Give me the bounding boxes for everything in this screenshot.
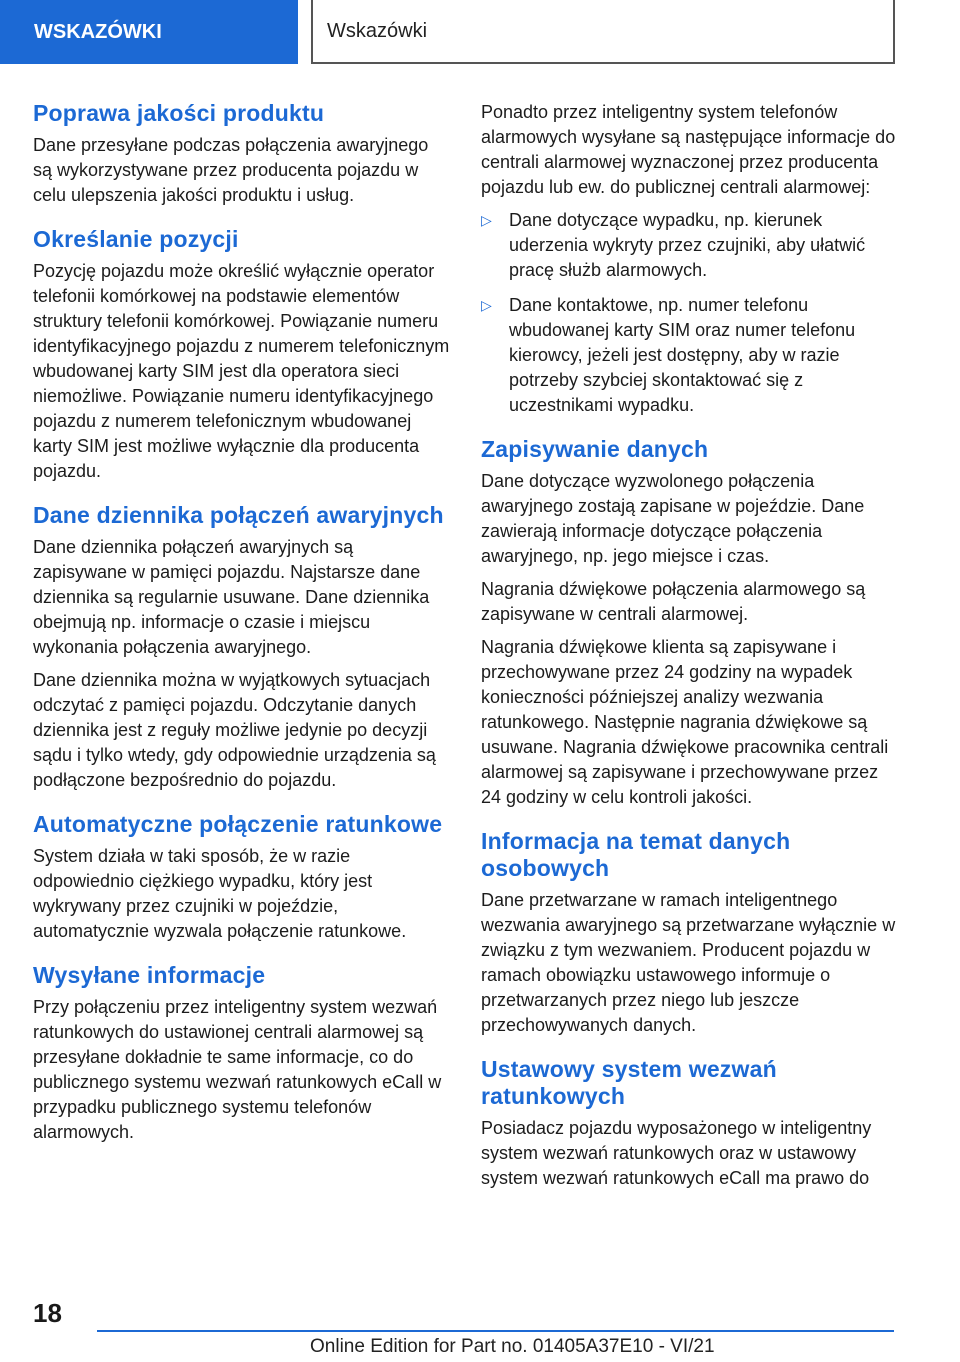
right-column	[481, 100, 897, 1209]
list-item	[481, 208, 897, 283]
section-heading: Automatyczne połączenie ratunkowe	[33, 811, 443, 837]
paragraph: Pozycję pojazdu może określić wyłącznie operator telefonii komórkowej na podstawie elementów struktury telefonii komórkowej. Powiązanie numeru identyfikacyjnego pojazdu z numerem telefonicznym wbudowanej karty SIM jest dla operatora sieci niemożliwe. Powiązanie numeru identyfikacyjnego pojazdu z numerem telefonicznym wbudowanej karty SIM jest możliwe wyłącznie dla producenta pojazdu.	[33, 261, 450, 481]
paragraph: Posiadacz pojazdu wyposażonego w inteligentny system wezwań ratunkowych oraz w ustawowy system wezwań ratunkowych eCall ma prawo do	[481, 1118, 872, 1188]
section-heading: Zapisywanie danych	[481, 436, 709, 462]
section-heading: Określanie pozycji	[33, 226, 239, 252]
footer-divider	[97, 1330, 894, 1332]
bullet-list	[481, 208, 897, 418]
section-tab-label: WSKAZÓWKI	[34, 20, 162, 43]
list-item	[481, 293, 897, 418]
section-heading: Wysyłane informacje	[33, 962, 266, 988]
page-number: 18	[33, 1298, 62, 1328]
section-positioning	[33, 226, 451, 484]
section-additional-info	[481, 100, 897, 418]
section-data-storage	[481, 436, 897, 810]
section-heading: Poprawa jakości produktu	[33, 100, 325, 126]
triangle-bullet-icon: ▷	[481, 297, 492, 313]
section-statutory-emergency	[481, 1056, 897, 1191]
section-sent-information	[33, 962, 451, 1145]
paragraph: Nagrania dźwiękowe klienta są zapisywane i przechowywane przez 24 godziny na wypadek konieczności późniejszej analizy wezwania ratunkowego. Następnie nagrania dźwiękowe są usuwane. Nagrania dźwiękowe pracownika centrali alarmowej są zapisywane i przechowywane przez 24 godziny w celu kontroli jakości.	[481, 637, 889, 807]
paragraph: Przy połączeniu przez inteligentny system wezwań ratunkowych do ustawionej centrali alarmowej są przesyłane dokładnie te same informacje, co do publicznego systemu wezwań ratunkowych eCall w przypadku publicznego systemu telefonów alarmowych.	[33, 997, 442, 1142]
paragraph: Dane dziennika można w wyjątkowych sytuacjach odczytać z pamięci pojazdu. Odczytanie danych dziennika jest z reguły możliwe jedynie po decyzji sądu i tylko wtedy, gdy odpowiednie urządzenia są podłączone bezpośrednio do pojazdu.	[33, 670, 436, 790]
paragraph: Nagrania dźwiękowe połączenia alarmowego są zapisywane w centrali alarmowej.	[481, 579, 866, 624]
page-title: Wskazówki	[327, 19, 428, 42]
left-column	[33, 100, 451, 1163]
paragraph: Dane dziennika połączeń awaryjnych są zapisywane w pamięci pojazdu. Najstarsze dane dziennika są regularnie usuwane. Dane dziennika obejmują np. informacje o czasie i miejscu wykonania połączenia awaryjnego.	[33, 537, 430, 657]
section-tab	[0, 0, 298, 64]
page-header-title	[311, 0, 895, 64]
paragraph: Ponadto przez inteligentny system telefonów alarmowych wysyłane są następujące informacje do centrali alarmowej wyznaczonej przez producenta pojazdu lub ew. do publicznej centrali alarmowej:	[481, 102, 896, 197]
paragraph: Dane przetwarzane w ramach inteligentnego wezwania awaryjnego są przetwarzane wyłącznie w związku z tym wezwaniem. Producent pojazdu w ramach obowiązku ustawowego informuje o przetwarzanych przez niego lub jeszcze przechowywanych danych.	[481, 890, 896, 1035]
section-heading: Ustawowy system wezwań ratunkowych	[481, 1056, 777, 1109]
paragraph: Dane przesyłane podczas połączenia awaryjnego są wykorzystywane przez producenta pojazdu w celu ulepszenia jakości produktu i usług.	[33, 135, 429, 205]
section-emergency-call-log	[33, 502, 451, 793]
section-heading: Informacja na temat danych osobowych	[481, 828, 791, 881]
paragraph: Dane dotyczące wyzwolonego połączenia awaryjnego zostają zapisane w pojeździe. Dane zawierają informacje dotyczące połączenia awaryjnego, np. jego miejsce i czas.	[481, 471, 865, 566]
section-heading: Dane dziennika połączeń awaryjnych	[33, 502, 444, 528]
list-item-text: Dane dotyczące wypadku, np. kierunek uderzenia wykryty przez czujniki, aby ułatwić pracę służb alarmowych.	[509, 210, 866, 280]
paragraph: System działa w taki sposób, że w razie odpowiednio ciężkiego wypadku, który jest wykrywany przez czujniki w pojeździe, automatycznie wyzwala połączenie ratunkowe.	[33, 846, 407, 941]
section-product-quality	[33, 100, 451, 208]
list-item-text: Dane kontaktowe, np. numer telefonu wbudowanej karty SIM oraz numer telefonu kierowcy, jeżeli jest dostępny, aby w razie potrzeby szybciej skontaktować się z uczestnikami wypadku.	[509, 295, 856, 415]
triangle-bullet-icon: ▷	[481, 212, 492, 228]
section-automatic-rescue-call	[33, 811, 451, 944]
footer-edition-text: Online Edition for Part no. 01405A37E10 - VI/21	[310, 1336, 715, 1357]
section-personal-data	[481, 828, 897, 1038]
